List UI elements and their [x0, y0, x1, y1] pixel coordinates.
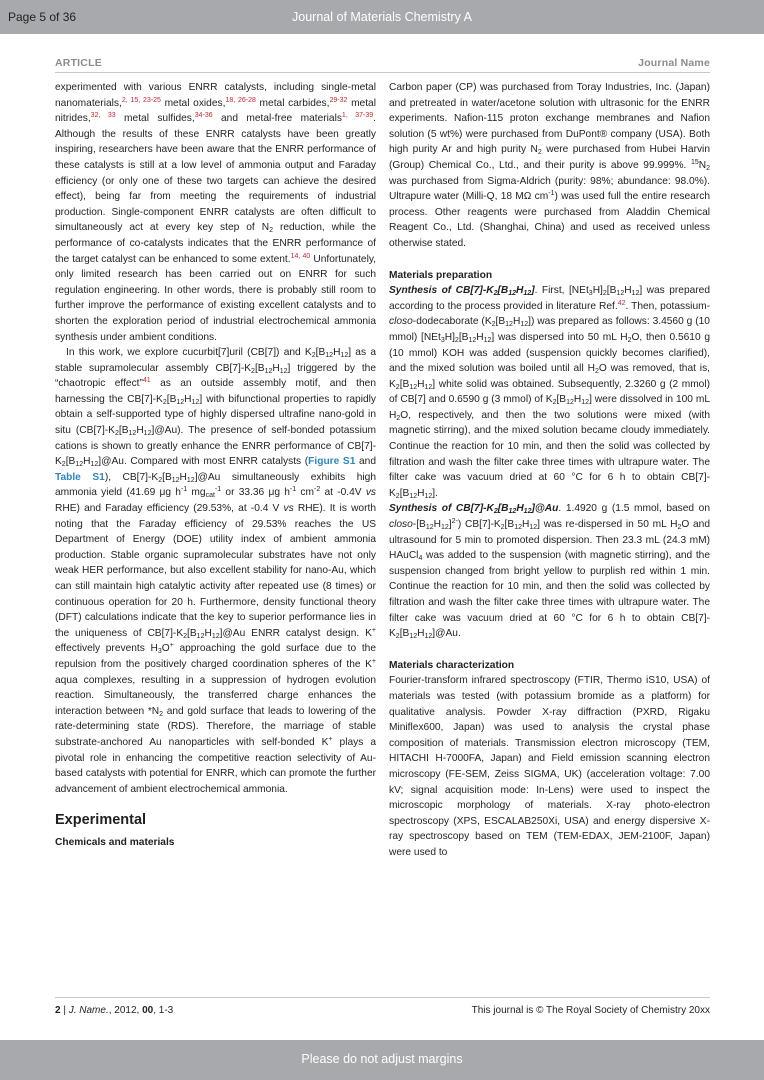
journal-title: Journal of Materials Chemistry A — [292, 10, 472, 24]
intro-paragraph-1: experimented with various ENRR catalysts, including single-metal nanomaterials,$^{2, 15, 23-25}$ metal oxides,$^{18, 26-28}$ metal carbides,$^{29-32}$ metal nitrides,$^{32, 33}$ metal sulfides,$^{34-36}$ and metal-free materials$^{1, 37-39}$. Although the results of these ENRR catalysts have been greatly inspiring, researchers have been aware that the ENRR performance of these catalysts is still at a low level of ammonia output and Faraday efficiency (or only one of these two targets can achieve the desired effect), being far from meeting the requirements of industrial production. Single-component ENRR catalysts are often difficult to simultaneously act at every key step of $N_2$ reduction, while the performance of co-catalysts indicates that the ENRR performance of the target catalyst can be enhanced to some extent.$^{14, 40}$ Unfortunately, only limited research has been carried out on ENRR for such regulation engineering. In other words, there is probably still room to further improve the performance of existing excellent catalysts and to shorten the exploration period of industrial electrochemical ammonia synthesis under ambient conditions. — [55, 82, 377, 343]
synthesis-paragraph-2: Synthesis of $CB[7]-K_2[B_{12}H_{12}]@Au$. 1.4920 g (1.5 mmol, based on closo-$[B_{12}H_{12}]^{2-}$) $CB[7]-K_2[B_{12}H_{12}]$ was re-dispersed in 50 mL $H_2O$ and ultrasound for 5 min to promoted dispersion. Then 23.3 mL (24.3 mM) HAuCl$_4$ was added to the suspension (with magnetic stirring), and the suspension changed from bright yellow to purplish red within 1 min. Continue the reaction for 10 min, and then the solid was collected by filtration and wash the filter cake three times with ultrapure water. The filter cake was vacuum dried at 60 °C for 6 h to obtain $CB[7]-K_2[B_{12}H_{12}]@Au$. — [389, 503, 710, 641]
pdf-top-bar — [0, 0, 764, 34]
left-column — [55, 80, 376, 851]
section-title: Experimental — [55, 812, 147, 829]
header-rule — [55, 72, 710, 73]
pdf-bottom-bar — [0, 1040, 764, 1080]
table-s1-link[interactable]: Table S1 — [55, 471, 105, 483]
heading-materials-preparation: Materials preparation — [389, 269, 493, 281]
footer-rule — [55, 997, 710, 998]
footer-copyright: This journal is © The Royal Society of Chemistry 20xx — [471, 1005, 710, 1016]
characterization-paragraph: Fourier-transform infrared spectroscopy (FTIR, Thermo iS10, USA) of materials was tested (with potassium bromide as a platform) for qualitative analysis. Powder X-ray diffraction (PXRD, Rigaku Miniflex600, Japan) was used to analysis the crystal phase composition of materials. Transmission electron microscopy (TEM, HITACHI H-7000FA, Japan) and Field emission scanning electron microscopy (FE-SEM, Zeiss SIGMA, UK) (acceleration voltage: 7.00 kV; signal acquisition mode: In-Lens) were used to inspect the microscopic morphology of materials. X-ray photo-electron spectroscopy (XPS, ESCALAB250Xi, USA) and energy dispersive X-ray spectroscopy based on TEM (TEM-EDAX, JEM-2100F, Japan) were used to — [389, 675, 710, 858]
materials-paragraph: Carbon paper (CP) was purchased from Toray Industries, Inc. (Japan) and pretreated in water/acetone solution with ultrasonic for the ENRR experiments. Nafion-115 proton exchange membranes and Nafion solution (5 wt%) were purchased from DuPont® company (USA). Both high purity Ar and high purity $N_2$ were purchased from Hubei Harvin (Group) Chemical Co., Ltd., and their purity is above 99.999%. $^{15}N_2$ was purchased from Sigma-Aldrich (purity: 98%; abundance: 98.0%). Ultrapure water (Milli-Q, 18 MΩ $cm^{-1}$) was used full the entire research process. Other reagents were purchased from Aladdin Chemical Reagent Co., Ltd. (Shanghai, China) and used as received unless otherwise stated. — [389, 82, 710, 249]
journal-name-label: Journal Name — [638, 57, 710, 69]
page-indicator: Page 5 of 36 — [8, 10, 77, 24]
heading-materials-characterization: Materials characterization — [389, 659, 515, 671]
footer-citation: 2 | J. Name., 2012, 00, 1-3 — [55, 1005, 174, 1016]
subsection-title: Chemicals and materials — [55, 836, 175, 848]
article-label: ARTICLE — [55, 57, 102, 69]
synthesis-paragraph-1: Synthesis of $CB[7]-K_2[B_{12}H_{12}]$. First, $[NEt_3H]_2[B_{12}H_{12}]$ was prepared according to the process provided in literature Ref.$^{42}$. Then, potassium-closo-dodecaborate $(K_2[B_{12}H_{12}])$ was prepared as follows: 3.4560 g (10 mmol) $[NEt_3H]_2[B_{12}H_{12}]$ was dispersed into 50 mL $H_2O$, then 0.5610 g (10 mmol) KOH was added (suspension quickly becomes clarified), and the mixed solution was boiled until all $H_2O$ was removed, that is, $K_2[B_{12}H_{12}]$ white solid was obtained. Subsequently, 2.3260 g (2 mmol) of CB[7] and 0.6590 g (3 mmol) of $K_2[B_{12}H_{12}]$ were dissolved in 100 mL $H_2O$, respectively, and then the two solutions were mixed (with magnetic stirring), and the mixed solution became cloudy immediately. Continue the reaction for 10 min, and then the solid was collected by filtration and wash the filter cake three times with ultrapure water. The filter cake was vacuum dried at 60 °C for 6 h to obtain $CB[7]-K_2[B_{12}H_{12}]$. — [389, 285, 711, 500]
intro-paragraph-2: In this work, we explore cucurbit[7]uril (CB[7]) and $K_2[B_{12}H_{12}]$ as a stable supramolecular assembly $CB[7]-K_2[B_{12}H_{12}]$ triggered by the “chaotropic effect”$^{41}$ as an outside assembly motif, and then harnessing the $CB[7]-K_2[B_{12}H_{12}]$ with bifunctional properties to rapidly obtain a self-supported type of highly dispersed ultrafine nano-gold in situ $(CB[7]-K_2[B_{12}H_{12}]@Au)$. The presence of self-bonded potassium cations is shown to greatly enhance the ENRR performance of $CB[7]-K_2[B_{12}H_{12}]@Au$. Compared with most ENRR catalysts (Figure S1 and Table S1), $CB[7]-K_2[B_{12}H_{12}]@Au$ simultaneously exhibits high ammonia yield (41.69 μg $h^{-1}$ $mg_{cat}^{-1}$ or 33.36 μg $h^{-1}$ $cm^{-2}$ at -0.4V vs RHE) and Faraday efficiency (29.53%, at -0.4 V vs RHE). It is worth noting that the Faraday efficiency of 29.53% reaches the US Department of Energy (DOE) utility index of ambient ammonia production. Stable organic supramolecular substrates have not only weak HER performance, but also excellent stability for nano-Au, which can still maintain high catalytic activity after repeated use (8 times) or continuous operation for 20 h. Furthermore, density functional theory (DFT) calculations indicate that the key to superior performance lies in the uniqueness of $CB[7]-K_2[B_{12}H_{12}]@Au$ ENRR catalyst design. K+ effectively prevents $H_3O^+$ approaching the gold surface due to the repulsion from the positively charged coordination spheres of the K+ aqua complexes, resulting in a suppression of hydrogen evolution reaction. Simultaneously, the transferred charge enhances the interaction between $*N_2$ and gold surface that leads to lowering of the rate-determining state (RDS). Therefore, the marriage of stable substrate-anchored Au nanoparticles with self-bonded K+ plays a pivotal role in enhancing the competitive reaction selectivity of Au-based catalysts with potential for ENRR, which can promote the further advancement of ambient electrochemical ammonia. — [55, 347, 377, 795]
right-column — [389, 80, 710, 861]
margin-notice: Please do not adjust margins — [301, 1052, 463, 1066]
figure-s1-link[interactable]: Figure S1 — [308, 456, 356, 468]
